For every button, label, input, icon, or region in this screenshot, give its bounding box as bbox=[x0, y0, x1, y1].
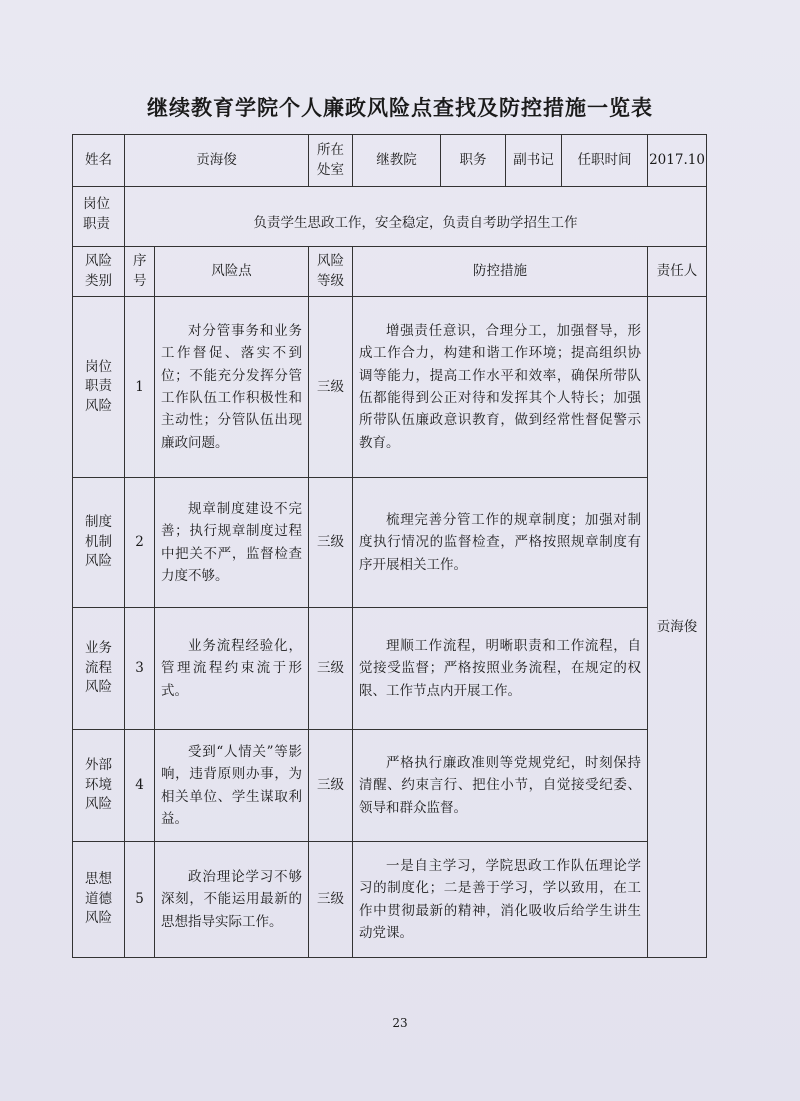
document-title: 继续教育学院个人廉政风险点查找及防控措施一览表 bbox=[147, 95, 653, 120]
header-measures: 防控措施 bbox=[353, 247, 648, 297]
row-risk: 对分管事务和业务工作督促、落实不到位；不能充分发挥分管工作队伍工作积极性和主动性；分管队伍出现廉政问题。 bbox=[155, 297, 309, 478]
duty-row bbox=[73, 187, 707, 247]
table-row bbox=[73, 297, 707, 478]
name-label: 姓名 bbox=[73, 135, 125, 187]
row-category: 制度机制风险 bbox=[73, 478, 125, 608]
header-risk: 风险点 bbox=[155, 247, 309, 297]
header-row bbox=[73, 247, 707, 297]
since-label: 任职时间 bbox=[562, 135, 648, 187]
row-risk: 业务流程经验化，管理流程约束流于形式。 bbox=[155, 608, 309, 730]
table-row bbox=[73, 478, 707, 608]
row-risk: 受到“人情关”等影响，违背原则办事，为相关单位、学生谋取利益。 bbox=[155, 730, 309, 842]
name-value: 贡海俊 bbox=[125, 135, 309, 187]
row-level: 三级 bbox=[309, 478, 353, 608]
dept-value: 继教院 bbox=[353, 135, 441, 187]
page-number: 23 bbox=[392, 1016, 408, 1030]
row-measures: 严格执行廉政准则等党规党纪，时刻保持清醒、约束言行、把住小节，自觉接受纪委、领导和群众监督。 bbox=[353, 730, 648, 842]
table-row bbox=[73, 730, 707, 842]
header-owner: 责任人 bbox=[648, 247, 707, 297]
table-row bbox=[73, 608, 707, 730]
info-row bbox=[73, 135, 707, 187]
table-row bbox=[73, 842, 707, 958]
position-label: 职务 bbox=[441, 135, 506, 187]
row-level: 三级 bbox=[309, 297, 353, 478]
risk-table bbox=[72, 134, 707, 958]
header-category: 风险类别 bbox=[73, 247, 125, 297]
row-risk: 规章制度建设不完善；执行规章制度过程中把关不严，监督检查力度不够。 bbox=[155, 478, 309, 608]
row-risk: 政治理论学习不够深刻，不能运用最新的思想指导实际工作。 bbox=[155, 842, 309, 958]
row-seq: 2 bbox=[125, 478, 155, 608]
duty-label: 岗位职责 bbox=[73, 187, 125, 247]
header-seq: 序号 bbox=[125, 247, 155, 297]
row-measures: 增强责任意识，合理分工，加强督导，形成工作合力，构建和谐工作环境；提高组织协调等能力，提高工作水平和效率，确保所带队伍都能得到公正对待和发挥其个人特长；加强所带队伍廉政意识教育，做到经常性督促警示教育。 bbox=[353, 297, 648, 478]
row-seq: 5 bbox=[125, 842, 155, 958]
row-measures: 一是自主学习，学院思政工作队伍理论学习的制度化；二是善于学习，学以致用，在工作中贯彻最新的精神，消化吸收后给学生讲生动党课。 bbox=[353, 842, 648, 958]
row-seq: 1 bbox=[125, 297, 155, 478]
row-category: 外部环境风险 bbox=[73, 730, 125, 842]
row-seq: 3 bbox=[125, 608, 155, 730]
row-level: 三级 bbox=[309, 608, 353, 730]
row-measures: 梳理完善分管工作的规章制度；加强对制度执行情况的监督检查，严格按照规章制度有序开展相关工作。 bbox=[353, 478, 648, 608]
header-level: 风险等级 bbox=[309, 247, 353, 297]
row-measures: 理顺工作流程，明晰职责和工作流程，自觉接受监督；严格按照业务流程，在规定的权限、工作节点内开展工作。 bbox=[353, 608, 648, 730]
row-level: 三级 bbox=[309, 730, 353, 842]
row-category: 业务流程风险 bbox=[73, 608, 125, 730]
row-category: 思想道德风险 bbox=[73, 842, 125, 958]
duty-text: 负责学生思政工作，安全稳定，负责自考助学招生工作 bbox=[125, 187, 707, 247]
position-value: 副书记 bbox=[506, 135, 562, 187]
row-seq: 4 bbox=[125, 730, 155, 842]
row-level: 三级 bbox=[309, 842, 353, 958]
row-category: 岗位职责风险 bbox=[73, 297, 125, 478]
dept-label: 所在处室 bbox=[309, 135, 353, 187]
owner-cell: 贡海俊 bbox=[648, 297, 707, 958]
since-value: 2017.10 bbox=[648, 135, 707, 187]
